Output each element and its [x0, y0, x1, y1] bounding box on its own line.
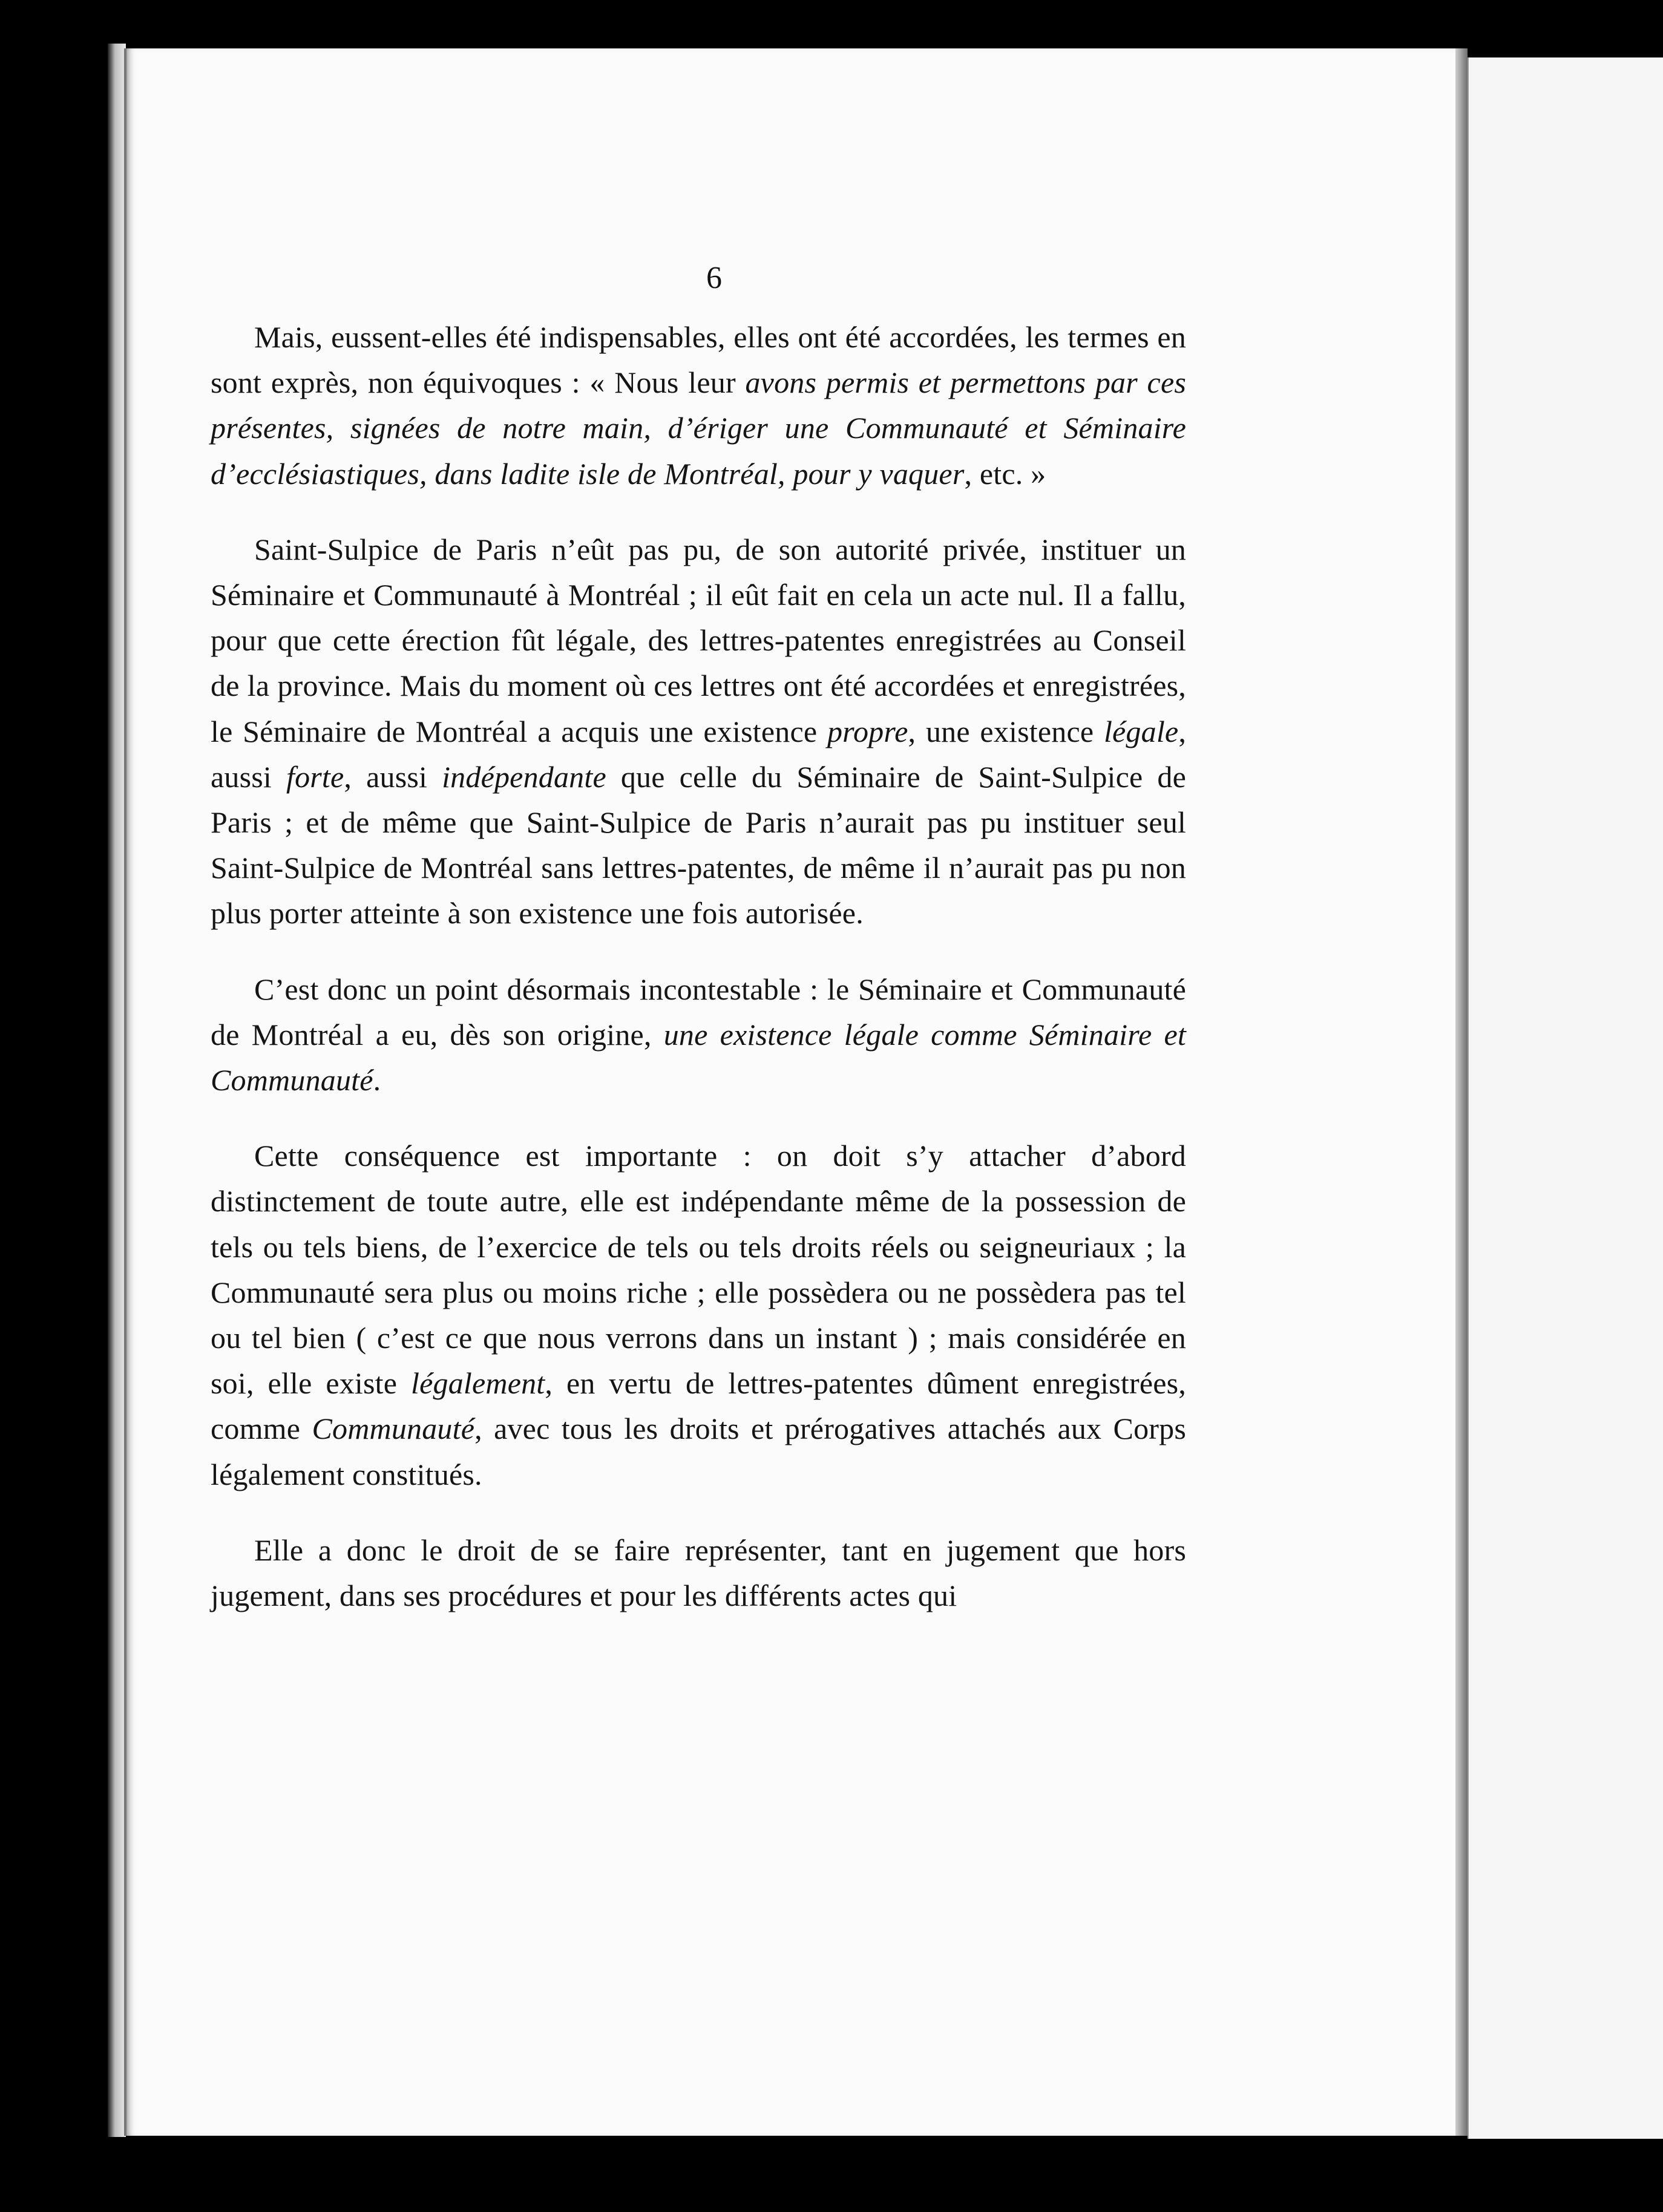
paragraph-2-segment-9: que celle du Séminaire de Saint-Sulpice de Paris ; et de même que Saint-Sulpice de Paris n’aurait pas pu instituer seul Saint-Sulpice de Montréal sans lettres-patentes, de même il n’aurait pas pu non plus porter atteinte à son existence une fois autorisée.: [211, 759, 1186, 931]
paragraph-4-italic-legalement: légalement: [411, 1366, 545, 1401]
paragraph-4-segment-3: , en vertu de lettres-patentes dûment enregistrées, comme: [211, 1366, 1187, 1446]
paragraph-2-segment-3: , une existence: [908, 714, 1104, 748]
paragraph-4-italic-communaute: Communauté: [312, 1412, 475, 1446]
paragraph-2-italic-forte: forte: [286, 759, 344, 794]
paragraph-1-segment-3: , etc. »: [964, 456, 1046, 491]
paragraph-4-segment-5: , avec tous les droits et prérogatives attachés aux Corps légalement constitués.: [211, 1412, 1186, 1491]
paragraph-5: [211, 1528, 1186, 1618]
paragraph-2-segment-1: Saint-Sulpice de Paris n’eût pas pu, de son autorité privée, instituer un Séminaire et Communauté à Montréal ; il eût fait en cela un acte nul. Il a fallu, pour que cette érection fût légale, des lettres-patentes enregistrées au Conseil de la province. Mais du moment où ces lettres ont été accordées et enregistrées, le Séminaire de Montréal a acquis une existence: [211, 532, 1186, 748]
paragraph-1-quote-italic: avons permis et permettons par ces présentes, signées de notre main, d’ériger une Communauté et Séminaire d’ecclésiastiques, dans ladite isle de Montréal, pour y vaquer: [211, 365, 1187, 491]
page-left-edge: [108, 44, 126, 2137]
paragraph-2: [211, 527, 1186, 937]
paragraph-3: [211, 967, 1186, 1104]
paragraph-1: [211, 315, 1186, 497]
paragraph-2-segment-7: , aussi: [344, 759, 442, 794]
paragraph-3-segment-3: .: [373, 1063, 381, 1098]
paragraph-3-italic-existence: une existence légale comme Séminaire et Communauté: [211, 1017, 1186, 1098]
paragraph-5-segment-1: Elle a donc le droit de se faire représenter, tant en jugement que hors jugement, dans ses procédures et pour les différents actes qui: [211, 1533, 1186, 1613]
paragraph-2-italic-legale: légale: [1103, 714, 1179, 748]
page-number: 6: [706, 261, 722, 295]
paragraph-2-segment-5: , aussi: [211, 714, 1187, 794]
paragraph-2-italic-propre: propre: [827, 714, 908, 748]
body-text: [211, 315, 1186, 1618]
paragraph-4: [211, 1133, 1186, 1497]
page-gutter-shadow: [1455, 48, 1468, 2136]
paragraph-4-segment-1: Cette conséquence est importante : on doit s’y attacher d’abord distinctement de toute autre, elle est indépendante même de la possession de tels ou tels biens, de l’exercice de tels ou tels droits réels ou seigneuriaux ; la Communauté sera plus ou moins riche ; elle possèdera ou ne possèdera pas tel ou tel bien ( c’est ce que nous verrons dans un instant ) ; mais considérée en soi, elle existe: [211, 1139, 1186, 1401]
paragraph-1-segment-1: Mais, eussent-elles été indispensables, elles ont été accordées, les termes en sont exprès, non équivoques : « Nous leur: [211, 320, 1186, 400]
paragraph-2-italic-independante: indépendante: [442, 759, 606, 794]
paragraph-3-segment-1: C’est donc un point désormais incontestable : le Séminaire et Communauté de Montréal a eu, dès son origine,: [211, 972, 1186, 1052]
adjacent-page-edge: [1468, 57, 1663, 2139]
